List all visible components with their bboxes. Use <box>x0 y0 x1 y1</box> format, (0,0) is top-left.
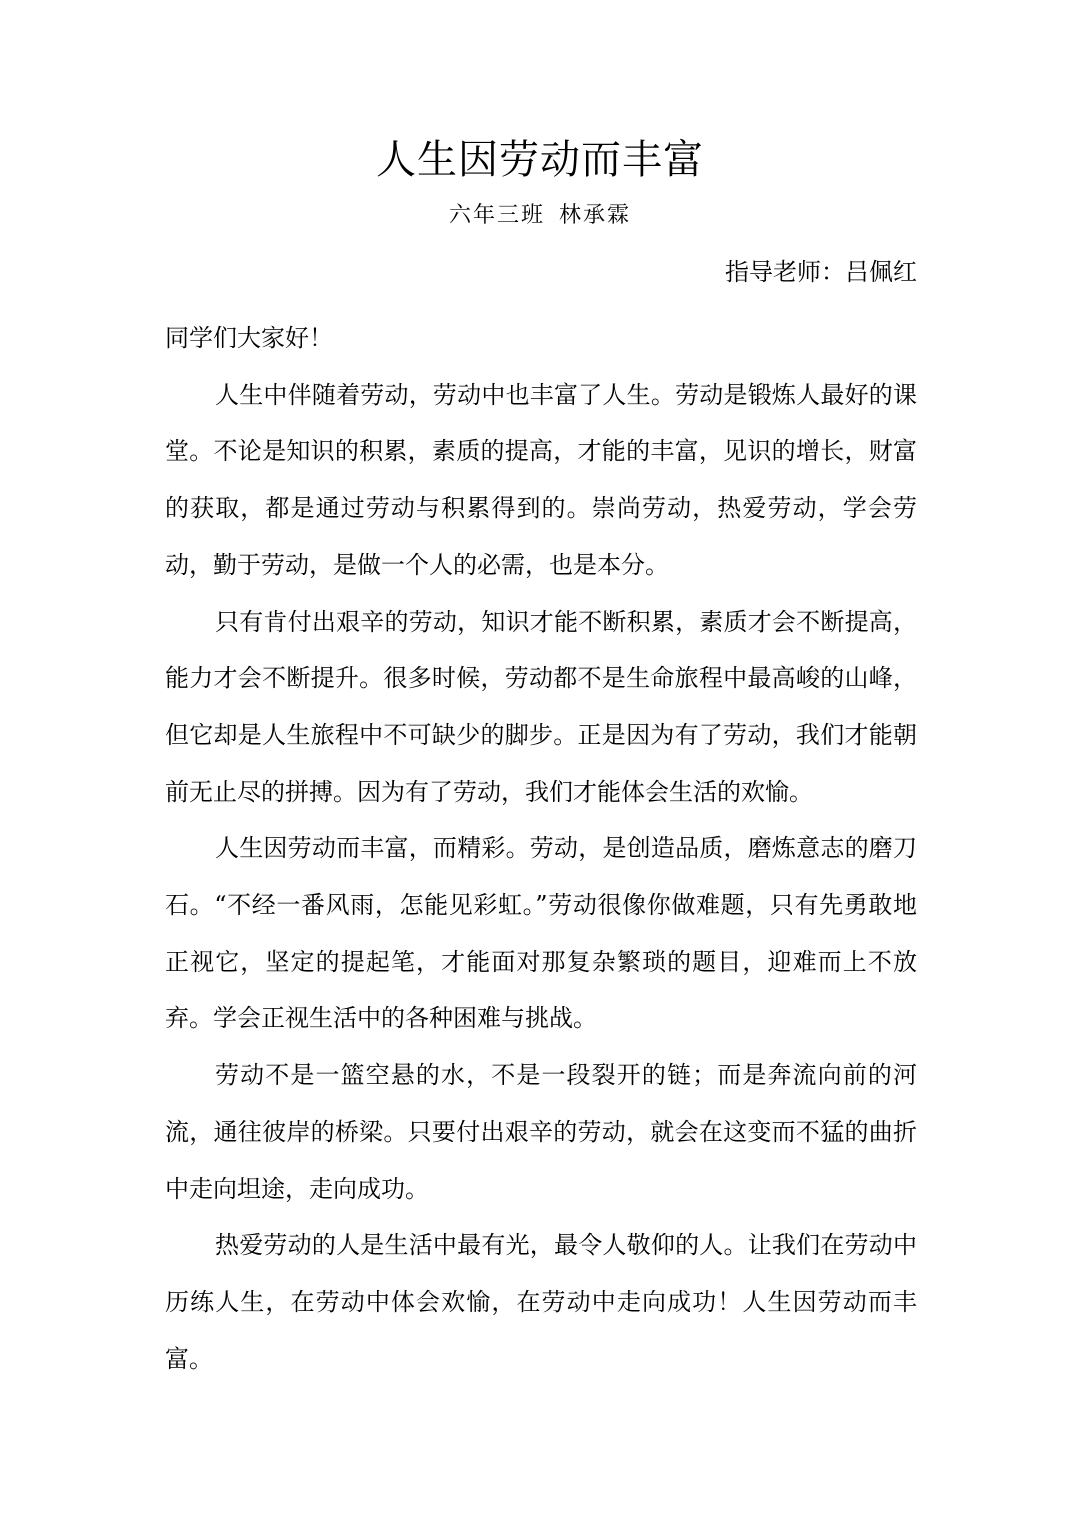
paragraph-3: 人生因劳动而丰富，而精彩。劳动，是创造品质，磨炼意志的磨刀石。“不经一番风雨，怎能见彩虹。”劳动很像你做难题，只有先勇敢地正视它，坚定的提起笔，才能面对那复杂繁琐的题目，迎难而上不放弃。学会正视生活中的各种困难与挑战。 <box>165 834 917 1033</box>
paragraph-5: 热爱劳动的人是生活中最有光，最令人敬仰的人。让我们在劳动中历练人生，在劳动中体会欢愉，在劳动中走向成功！人生因劳动而丰富。 <box>165 1231 917 1373</box>
document-body <box>165 310 917 1387</box>
advisor-line: 指导老师：吕佩红 <box>725 258 917 286</box>
document-title: 人生因劳动而丰富 <box>376 137 704 183</box>
paragraph-2: 只有肯付出艰辛的劳动，知识才能不断积累，素质才会不断提高，能力才会不断提升。很多时候，劳动都不是生命旅程中最高峻的山峰，但它却是人生旅程中不可缺少的脚步。正是因为有了劳动，我们才能朝前无止尽的拼搏。因为有了劳动，我们才能体会生活的欢愉。 <box>165 607 917 806</box>
paragraph-4: 劳动不是一篮空悬的水，不是一段裂开的链；而是奔流向前的河流，通往彼岸的桥梁。只要付出艰辛的劳动，就会在这变而不猛的曲折中走向坦途，走向成功。 <box>165 1061 917 1203</box>
greeting: 同学们大家好！ <box>165 324 333 352</box>
class-name: 六年三班 <box>448 203 545 228</box>
paragraph-1: 人生中伴随着劳动，劳动中也丰富了人生。劳动是锻炼人最好的课堂。不论是知识的积累，素质的提高，才能的丰富，见识的增长，财富的获取，都是通过劳动与积累得到的。崇尚劳动，热爱劳动，学会劳动，勤于劳动，是做一个人的必需，也是本分。 <box>165 380 917 579</box>
byline <box>0 200 1080 232</box>
author-name: 林承霖 <box>559 203 632 228</box>
